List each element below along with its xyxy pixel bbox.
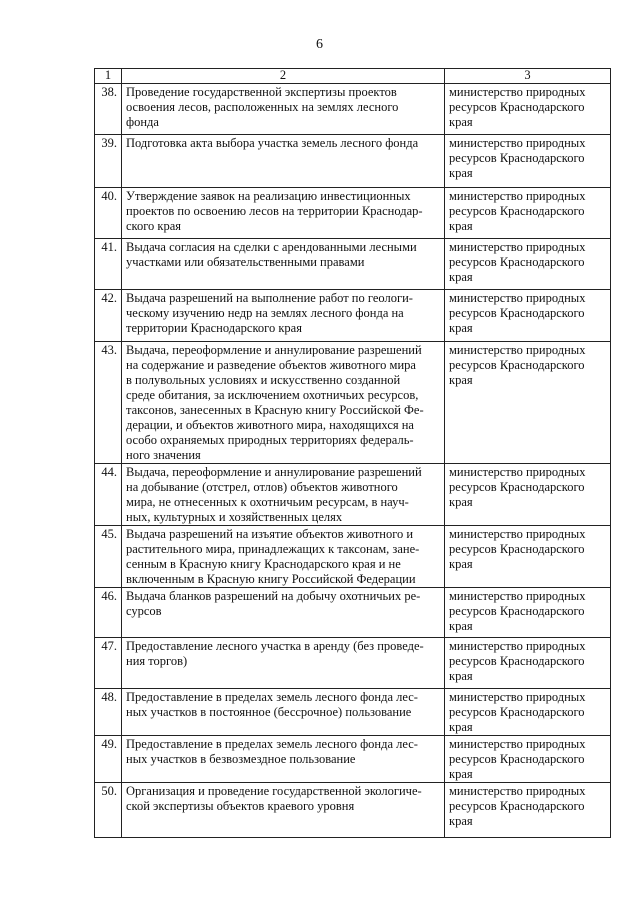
authority-line: края	[449, 720, 473, 734]
authority-line: министерство природных	[449, 639, 586, 653]
description-line: ской экспертизы объектов краевого уровня	[126, 799, 355, 813]
table-row	[95, 638, 611, 689]
authority-line: края	[449, 619, 473, 633]
row-number: 43.	[95, 342, 122, 464]
responsible-authority	[445, 638, 611, 689]
table-row	[95, 135, 611, 188]
authority-line: министерство природных	[449, 85, 586, 99]
row-number: 40.	[95, 188, 122, 239]
responsible-authority	[445, 188, 611, 239]
authority-line: ресурсов Краснодарского	[449, 604, 585, 618]
description-line: Выдача, переоформление и аннулирование разрешений	[126, 343, 422, 357]
description-line: Выдача бланков разрешений на добычу охотничьих ре-	[126, 589, 421, 603]
row-number: 47.	[95, 638, 122, 689]
service-description	[122, 588, 445, 638]
description-line: сенным в Красную книгу Краснодарского края и не	[126, 557, 401, 571]
description-line: Выдача согласия на сделки с арендованными лесными	[126, 240, 417, 254]
table-row	[95, 342, 611, 464]
description-line: сурсов	[126, 604, 162, 618]
description-line: ния торгов)	[126, 654, 188, 668]
service-description	[122, 135, 445, 188]
table-row	[95, 239, 611, 290]
description-line: ного значения	[126, 448, 201, 462]
service-description	[122, 783, 445, 838]
description-line: Предоставление в пределах земель лесного фонда лес-	[126, 737, 418, 751]
responsible-authority	[445, 464, 611, 526]
responsible-authority	[445, 290, 611, 342]
authority-line: края	[449, 373, 473, 387]
authority-line: ресурсов Краснодарского	[449, 654, 585, 668]
authority-line: министерство природных	[449, 291, 586, 305]
service-description	[122, 342, 445, 464]
column-header-1: 1	[95, 69, 122, 84]
row-number: 45.	[95, 526, 122, 588]
row-number: 41.	[95, 239, 122, 290]
responsible-authority	[445, 689, 611, 736]
description-line: Подготовка акта выбора участка земель лесного фонда	[126, 136, 419, 150]
row-number: 50.	[95, 783, 122, 838]
row-number: 46.	[95, 588, 122, 638]
responsible-authority	[445, 239, 611, 290]
description-line: растительного мира, принадлежащих к таксонам, зане-	[126, 542, 420, 556]
description-line: мира, не отнесенных к охотничьим ресурсам, в науч-	[126, 495, 409, 509]
responsible-authority	[445, 84, 611, 135]
row-number: 48.	[95, 689, 122, 736]
authority-line: края	[449, 219, 473, 233]
authority-line: ресурсов Краснодарского	[449, 100, 585, 114]
service-description	[122, 188, 445, 239]
authority-line: ресурсов Краснодарского	[449, 204, 585, 218]
authority-line: министерство природных	[449, 589, 586, 603]
responsible-authority	[445, 135, 611, 188]
description-line: ных участков в постоянное (бессрочное) пользование	[126, 705, 412, 719]
service-description	[122, 736, 445, 783]
table-body	[95, 84, 611, 838]
authority-line: края	[449, 321, 473, 335]
authority-line: края	[449, 115, 473, 129]
description-line: ных участков в безвозмездное пользование	[126, 752, 356, 766]
description-line: в полувольных условиях и искусственно созданной	[126, 373, 401, 387]
authority-line: ресурсов Краснодарского	[449, 306, 585, 320]
table-row	[95, 290, 611, 342]
row-number: 42.	[95, 290, 122, 342]
description-line: проектов по освоению лесов на территории Краснодар-	[126, 204, 423, 218]
service-description	[122, 526, 445, 588]
description-line: Выдача разрешений на выполнение работ по геологи-	[126, 291, 413, 305]
description-line: освоения лесов, расположенных на землях лесного	[126, 100, 399, 114]
service-description	[122, 239, 445, 290]
description-line: на содержание и разведение объектов животного мира	[126, 358, 416, 372]
row-number: 44.	[95, 464, 122, 526]
authority-line: министерство природных	[449, 343, 586, 357]
description-line: среде обитания, за исключением охотничьих ресурсов,	[126, 388, 419, 402]
description-line: включенным в Красную книгу Российской Федерации	[126, 572, 416, 586]
table-row	[95, 526, 611, 588]
authority-line: края	[449, 767, 473, 781]
authority-line: министерство природных	[449, 189, 586, 203]
authority-line: края	[449, 270, 473, 284]
authority-line: министерство природных	[449, 690, 586, 704]
responsible-authority	[445, 783, 611, 838]
description-line: дерации, и объектов животного мира, находящихся на	[126, 418, 414, 432]
column-header-3: 3	[445, 69, 611, 84]
table-row	[95, 689, 611, 736]
service-description	[122, 638, 445, 689]
row-number: 49.	[95, 736, 122, 783]
description-line: Организация и проведение государственной экологиче-	[126, 784, 422, 798]
authority-line: министерство природных	[449, 240, 586, 254]
description-line: участками или обязательственными правами	[126, 255, 365, 269]
description-line: фонда	[126, 115, 159, 129]
authority-line: ресурсов Краснодарского	[449, 255, 585, 269]
table-row	[95, 588, 611, 638]
authority-line: ресурсов Краснодарского	[449, 799, 585, 813]
description-line: ных, культурных и хозяйственных целях	[126, 510, 343, 524]
column-header-2: 2	[122, 69, 445, 84]
page-number: 6	[316, 37, 323, 52]
description-line: ческому изучению недр на землях лесного фонда на	[126, 306, 404, 320]
table-row	[95, 464, 611, 526]
authority-line: министерство природных	[449, 136, 586, 150]
authority-line: ресурсов Краснодарского	[449, 705, 585, 719]
description-line: территории Краснодарского края	[126, 321, 302, 335]
authority-line: ресурсов Краснодарского	[449, 358, 585, 372]
authority-line: края	[449, 669, 473, 683]
description-line: на добывание (отстрел, отлов) объектов животного	[126, 480, 398, 494]
authority-line: края	[449, 166, 473, 180]
header-row	[95, 69, 611, 84]
responsible-authority	[445, 588, 611, 638]
authority-line: министерство природных	[449, 784, 586, 798]
service-description	[122, 464, 445, 526]
authority-line: ресурсов Краснодарского	[449, 151, 585, 165]
authority-line: ресурсов Краснодарского	[449, 542, 585, 556]
authority-line: края	[449, 814, 473, 828]
row-number: 39.	[95, 135, 122, 188]
table-row	[95, 188, 611, 239]
description-line: Предоставление лесного участка в аренду (без проведе-	[126, 639, 424, 653]
authority-line: министерство природных	[449, 737, 586, 751]
responsible-authority	[445, 342, 611, 464]
responsible-authority	[445, 736, 611, 783]
authority-line: края	[449, 495, 473, 509]
service-description	[122, 84, 445, 135]
description-line: Проведение государственной экспертизы проектов	[126, 85, 397, 99]
description-line: Предоставление в пределах земель лесного фонда лес-	[126, 690, 418, 704]
authority-line: края	[449, 557, 473, 571]
description-line: таксонов, занесенных в Красную книгу Российской Фе-	[126, 403, 424, 417]
responsible-authority	[445, 526, 611, 588]
description-line: ского края	[126, 219, 182, 233]
service-description	[122, 689, 445, 736]
table-row	[95, 736, 611, 783]
description-line: Выдача, переоформление и аннулирование разрешений	[126, 465, 422, 479]
description-line: Выдача разрешений на изъятие объектов животного и	[126, 527, 414, 541]
row-number: 38.	[95, 84, 122, 135]
service-description	[122, 290, 445, 342]
authority-line: министерство природных	[449, 465, 586, 479]
authority-line: ресурсов Краснодарского	[449, 752, 585, 766]
authority-line: ресурсов Краснодарского	[449, 480, 585, 494]
description-line: особо охраняемых природных территориях федераль-	[126, 433, 414, 447]
services-table	[94, 68, 611, 838]
description-line: Утверждение заявок на реализацию инвестиционных	[126, 189, 411, 203]
table-row	[95, 84, 611, 135]
table-row	[95, 783, 611, 838]
authority-line: министерство природных	[449, 527, 586, 541]
